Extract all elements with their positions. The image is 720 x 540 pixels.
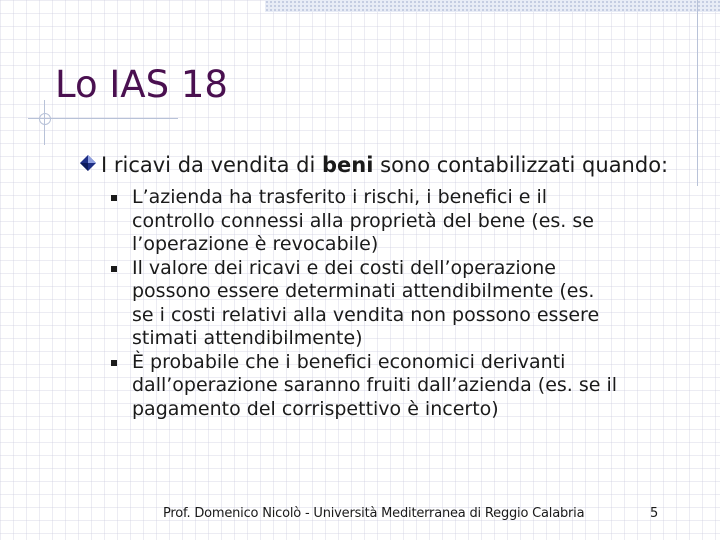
sub-bullet-text: È probabile che i benefici economici derivanti dall’operazione saranno fruiti dall’azienda (es. se il pagamento del corrispettivo è incerto) [132, 350, 618, 420]
main-point-emphasis: beni [322, 153, 374, 177]
sub-bullet-text: Il valore dei ricavi e dei costi dell’operazione possono essere determinati attendibilmente (es. se i costi relativi alla vendita non possono essere stimati attendibilmente) [132, 256, 600, 349]
sub-bullet-item [78, 186, 622, 257]
square-bullet-icon [111, 360, 117, 366]
main-bullet-point [78, 152, 686, 178]
sub-bullet-item [78, 351, 622, 422]
main-point-suffix: sono contabilizzati quando: [373, 153, 669, 177]
slide-body [78, 152, 688, 421]
slide-title: Lo IAS 18 [55, 63, 228, 106]
sub-bullet-list [78, 186, 688, 421]
sub-bullet-item [78, 257, 622, 351]
sub-bullet-text: L’azienda ha trasferito i rischi, i benefici e il controllo connessi alla proprietà del bene (es. se l’operazione è revocabile) [132, 186, 594, 255]
diamond-bullet-icon [79, 154, 97, 172]
title-decor-circle [39, 113, 51, 125]
page-number: 5 [650, 506, 659, 521]
main-point-prefix: I ricavi da vendita di [101, 153, 323, 177]
square-bullet-icon [111, 266, 117, 272]
square-bullet-icon [111, 195, 117, 201]
top-decor-band [265, 0, 720, 12]
right-decor-line [697, 0, 698, 186]
slide-footer: Prof. Domenico Nicolò - Università Mediterranea di Reggio Calabria [163, 506, 585, 521]
